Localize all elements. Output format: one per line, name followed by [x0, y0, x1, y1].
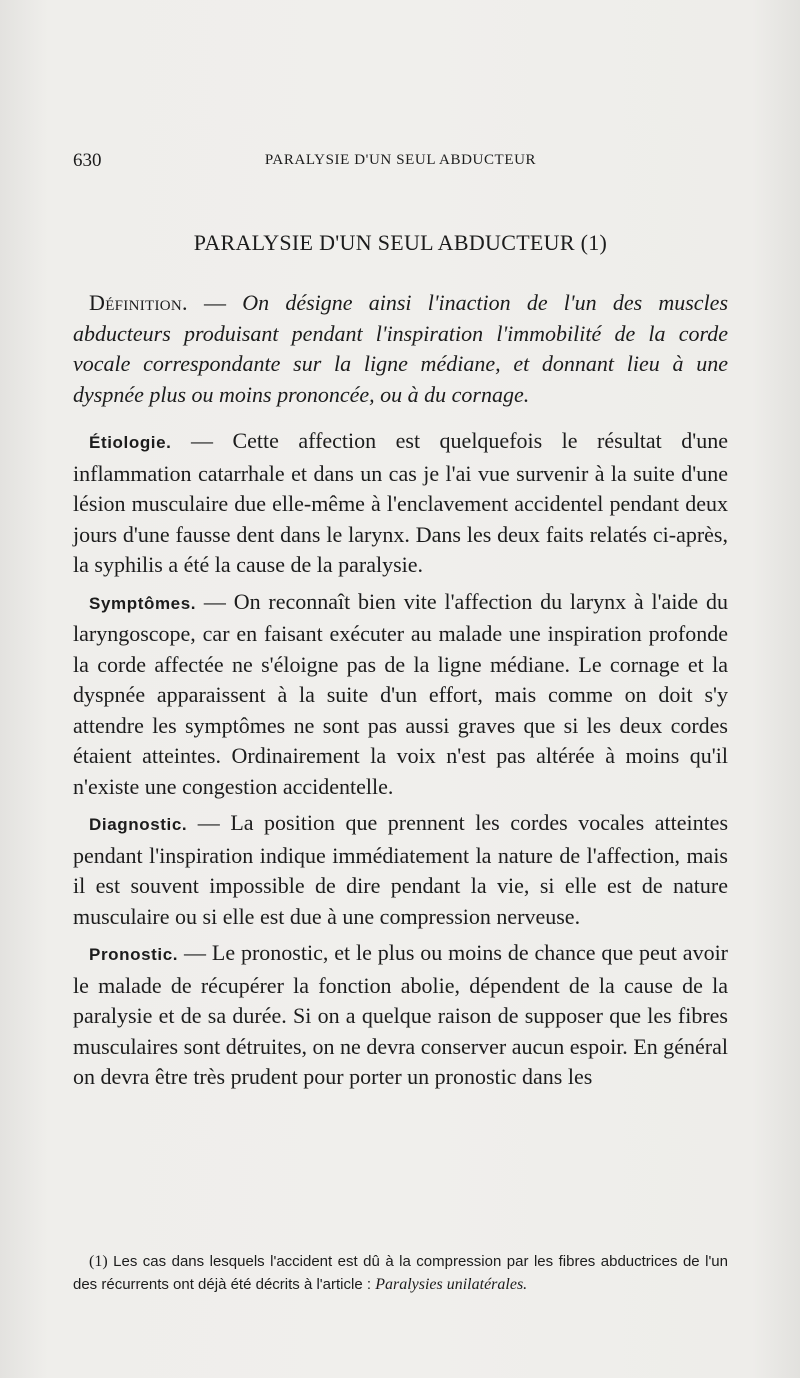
section-dash: — — [187, 810, 231, 835]
etiologie-text: Cette affection est quelquefois le résultat d'une inflammation catarrhale et dans un cas je l'ai vue survenir à la suite d'une lésion musculaire due elle-même à l'enclavement accidentel pendant deux jours d'une fausse dent dans le larynx. Dans les deux faits relatés ci-après, la syphilis a été la cause de la paralysie. — [73, 428, 729, 577]
section-dash: — — [187, 290, 243, 315]
pronostic-text: Le pronostic, et le plus ou moins de chance que peut avoir le malade de récupérer la fonction abolie, dépendent de la cause de la paralysie et de sa durée. Si on a quelque raison de supposer que les fibres musculaires sont détruites, on ne devra conserver aucun espoir. En général on devra être très prudent pour porter un pronostic dans les — [73, 940, 729, 1089]
paragraph-definition — [73, 288, 728, 410]
paragraph-diagnostic — [73, 808, 728, 932]
section-label-diagnostic: Diagnostic. — [89, 815, 188, 834]
symptomes-text: On reconnaît bien vite l'affection du larynx à l'aide du laryngoscope, car en faisant exécuter au malade une inspiration profonde la corde affectée ne s'éloigne pas de la ligne médiane. Le cornage et la dyspnée apparaissent à la suite d'un effort, mais comme on doit s'y attendre les symptômes ne sont pas aussi graves que si les deux cordes étaient atteintes. Ordinairement la voix n'est pas altérée à moins qu'il n'existe une congestion accidentelle. — [73, 588, 728, 799]
running-title: PARALYSIE D'UN SEUL ABDUCTEUR — [264, 152, 537, 168]
footnote-text: Les cas dans lesquels l'accident est dû à la compression par les fibres abductrices de l'un des récurrents ont déjà été décrits à l'article : — [73, 1253, 728, 1293]
diagnostic-text: La position que prennent les cordes vocales atteintes pendant l'inspiration indique immédiatement la nature de l'affection, mais il est souvent impossible de dire pendant la vie, si elle est de nature musculaire ou si elle est due à une compression nerveuse. — [73, 810, 729, 929]
footnote — [73, 1250, 728, 1296]
section-label-pronostic: Pronostic. — [89, 945, 179, 964]
footnote-marker: (1) — [89, 1253, 108, 1270]
paragraph-etiologie — [73, 426, 728, 581]
chapter-title: PARALYSIE D'UN SEUL ABDUCTEUR (1) — [193, 230, 608, 255]
section-label-etiologie: Étiologie. — [89, 433, 172, 452]
section-dash: — — [196, 588, 234, 614]
section-label-definition: Définition. — [89, 290, 188, 315]
section-label-symptomes: Symptômes. — [89, 593, 197, 613]
page-number: 630 — [73, 150, 102, 171]
section-dash: — — [171, 428, 233, 453]
body-text — [73, 288, 728, 1093]
paragraph-symptomes — [73, 587, 728, 803]
footnote-emphasis: Paralysies unilatérales. — [375, 1276, 528, 1293]
paragraph-pronostic — [73, 938, 728, 1093]
section-dash: — — [178, 940, 212, 965]
definition-text: On désigne ainsi l'inaction de l'un des muscles abducteurs produisant pendant l'inspiration l'immobilité de la corde vocale correspondante sur la ligne médiane, et donnant lieu à une dyspnée plus ou moins prononcée, ou à du cornage. — [73, 290, 729, 407]
running-head — [73, 150, 728, 176]
